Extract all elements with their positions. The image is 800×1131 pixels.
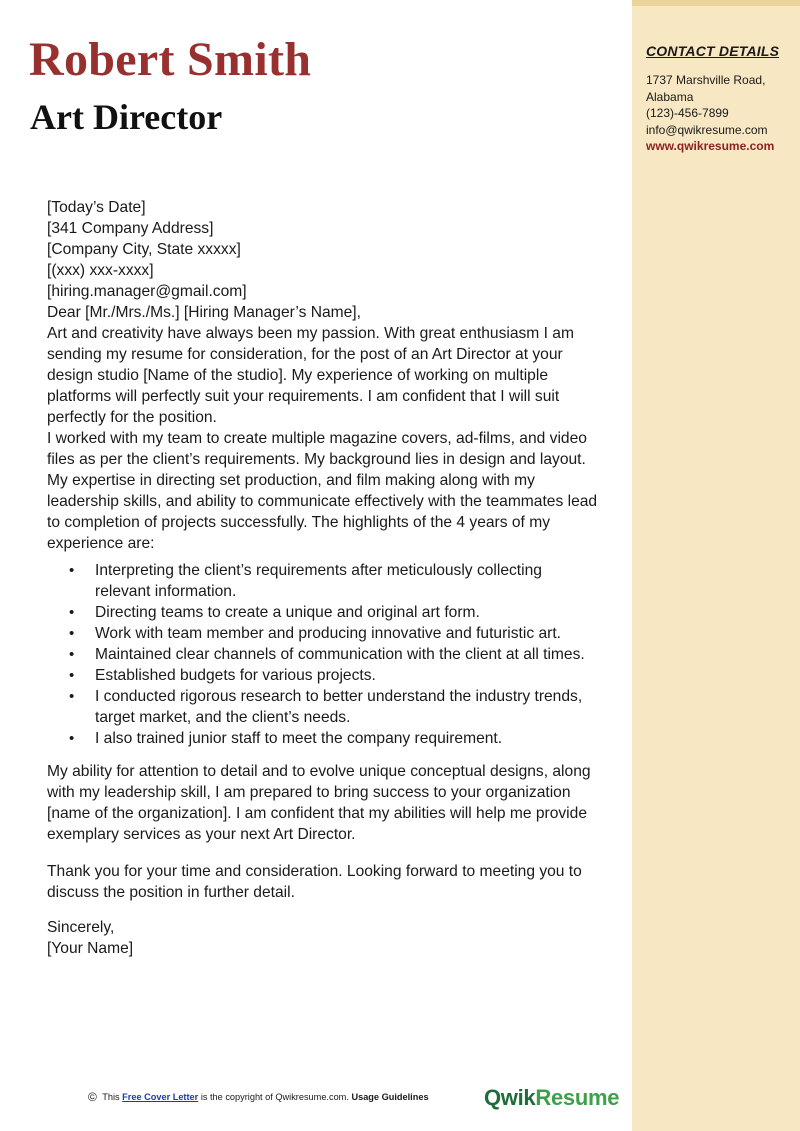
list-item	[47, 728, 599, 749]
contact-email[interactable]: info@qwikresume.com	[646, 122, 768, 137]
letter-body	[47, 197, 599, 959]
contact-address-line1: 1737 Marshville Road,	[646, 73, 766, 87]
list-item-text: Maintained clear channels of communication with the client at all times.	[95, 646, 585, 663]
bullet-icon: •	[69, 730, 75, 747]
list-item-text: Directing teams to create a unique and original art form.	[95, 604, 480, 621]
qwikresume-logo[interactable]	[484, 1085, 619, 1111]
contact-sidebar	[632, 0, 800, 1131]
recipient-address	[47, 218, 599, 302]
recipient-line: [hiring.manager@gmail.com]	[47, 283, 247, 300]
list-item-text: I conducted rigorous research to better understand the industry trends, target market, and the client’s needs.	[95, 688, 583, 726]
body-paragraph: Art and creativity have always been my passion. With great enthusiasm I am sending my resume for consideration, for the post of an Art Director at your design studio [Name of the studio]. My experience of working on multiple platforms will perfectly suit your requirements. I am confident that I will suit perfectly for the position.	[47, 325, 574, 426]
signoff: Sincerely,	[47, 919, 115, 936]
body-paragraph: I worked with my team to create multiple magazine covers, ad-films, and video files as per the client’s requirements. My background lies in design and layout. My expertise in directing set production, and film making along with my leadership skills, and ability to communicate effectively with the teammates lead to completion of projects successfully. The highlights of the 4 years of my experience are:	[47, 430, 598, 552]
list-item	[47, 644, 599, 665]
list-item-text: Established budgets for various projects.	[95, 667, 376, 684]
list-item	[47, 665, 599, 686]
recipient-line: [(xxx) xxx-xxxx]	[47, 262, 154, 279]
list-item-text: Interpreting the client’s requirements after meticulously collecting relevant information.	[95, 562, 542, 600]
job-title: Art Director	[30, 97, 223, 137]
salutation: Dear [Mr./Mrs./Ms.] [Hiring Manager’s Name],	[47, 304, 361, 321]
footer-text-after: is the copyright of Qwikresume.com.	[200, 1092, 349, 1102]
list-item	[47, 686, 599, 728]
list-item	[47, 560, 599, 602]
footer-text-before: This	[102, 1092, 120, 1102]
sidebar-top-band	[632, 0, 800, 6]
signoff-block	[47, 917, 599, 959]
copyright-footer	[88, 1090, 429, 1104]
usage-guidelines-link[interactable]: Usage Guidelines	[351, 1092, 429, 1102]
free-cover-letter-link[interactable]: Free Cover Letter	[122, 1092, 199, 1102]
logo-part-qwik: Qwik	[484, 1085, 536, 1110]
bullet-icon: •	[69, 688, 75, 705]
bullet-icon: •	[69, 562, 75, 579]
list-item-text: Work with team member and producing innovative and futuristic art.	[95, 625, 562, 642]
signature: [Your Name]	[47, 940, 134, 957]
list-item-text: I also trained junior staff to meet the company requirement.	[95, 730, 503, 747]
bullet-icon: •	[69, 646, 75, 663]
closing-paragraph: Thank you for your time and consideration. Looking forward to meeting you to discuss the position in further detail.	[47, 863, 582, 901]
applicant-name: Robert Smith	[29, 33, 312, 86]
contact-phone: (123)-456-7899	[646, 106, 729, 120]
contact-heading: CONTACT DETAILS	[646, 43, 780, 59]
closing-paragraph: My ability for attention to detail and to evolve unique conceptual designs, along with my leadership skill, I am prepared to bring success to your organization [name of the organization]. I am confident that my abilities will help me provide exemplary services as your next Art Director.	[47, 763, 591, 843]
copyright-icon: ©	[88, 1090, 97, 1104]
bullet-icon: •	[69, 604, 75, 621]
recipient-line: [341 Company Address]	[47, 220, 214, 237]
bullet-icon: •	[69, 667, 75, 684]
contact-website[interactable]: www.qwikresume.com	[646, 139, 775, 153]
list-item	[47, 602, 599, 623]
contact-address-line2: Alabama	[646, 89, 694, 104]
letter-date: [Today’s Date]	[47, 199, 146, 216]
logo-part-resume: Resume	[535, 1085, 620, 1110]
highlights-list	[47, 560, 599, 749]
recipient-line: [Company City, State xxxxx]	[47, 241, 241, 258]
list-item	[47, 623, 599, 644]
contact-list	[646, 72, 792, 155]
bullet-icon: •	[69, 625, 75, 642]
